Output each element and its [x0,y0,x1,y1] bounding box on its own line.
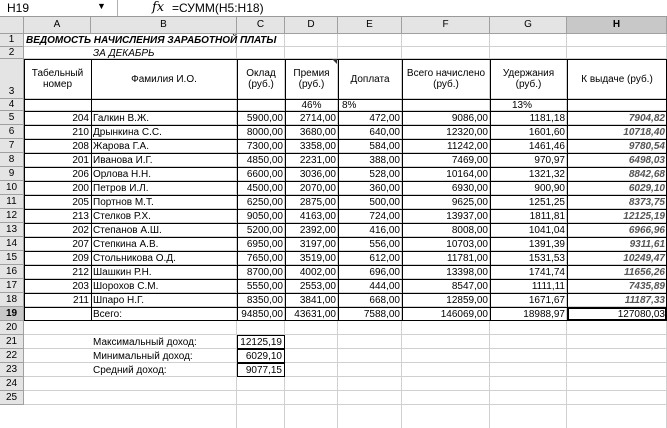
row-header-4[interactable]: 4 [0,99,24,111]
employee-payout[interactable]: 9780,54 [628,140,665,152]
employee-total[interactable]: 11242,00 [447,140,488,152]
table-border [24,265,667,266]
employee-extra[interactable]: 584,00 [369,140,400,152]
employee-bonus[interactable]: 2231,00 [299,154,336,166]
employee-extra[interactable]: 444,00 [369,280,400,292]
employee-payout[interactable]: 9311,61 [629,238,665,250]
gridline [24,390,667,391]
employee-salary[interactable]: 8350,00 [246,294,283,306]
employee-bonus[interactable]: 3680,00 [299,126,336,138]
employee-extra[interactable]: 500,00 [369,196,400,208]
column-header-h[interactable]: H [567,17,667,34]
employee-deduction[interactable]: 1811,81 [529,210,565,222]
employee-salary[interactable]: 7300,00 [246,140,283,152]
formula-input[interactable]: =СУММ(H5:H18) [172,1,264,15]
employee-salary[interactable]: 8700,00 [246,266,283,278]
employee-id[interactable]: 208 [72,140,89,152]
column-header-e[interactable]: E [338,17,402,34]
employee-salary[interactable]: 5200,00 [246,224,283,236]
table-border [24,59,667,60]
employee-deduction[interactable]: 1671,67 [528,294,565,306]
employee-name[interactable]: Степанов А.Ш. [93,224,162,236]
row-header-12[interactable]: 12 [0,209,24,223]
column-header-g[interactable]: G [490,17,567,34]
name-box[interactable] [0,0,118,16]
employee-salary[interactable]: 6250,00 [246,196,283,208]
employee-total[interactable]: 7469,00 [451,154,488,166]
employee-id[interactable]: 212 [72,266,89,278]
row-header-5[interactable]: 5 [0,111,24,125]
employee-salary[interactable]: 7650,00 [246,252,283,264]
table-border [24,99,667,100]
stat-label[interactable]: Средний доход: [93,364,167,376]
employee-id[interactable]: 209 [72,252,89,264]
employee-bonus[interactable]: 3358,00 [299,140,336,152]
employee-id[interactable]: 210 [72,126,89,138]
employee-name[interactable]: Степкина А.В. [93,238,159,250]
table-border [24,167,667,168]
row-header-19[interactable]: 19 [0,307,24,321]
row-header-15[interactable]: 15 [0,251,24,265]
row-header-7[interactable]: 7 [0,139,24,153]
employee-payout[interactable]: 7435,89 [628,280,665,292]
header-f[interactable]: Всего начислено (руб.) [406,68,486,90]
totals-salary[interactable]: 94850,00 [241,308,283,320]
totals-extra[interactable]: 7588,00 [363,308,400,320]
employee-payout[interactable]: 8373,75 [628,196,665,208]
stat-label[interactable]: Минимальный доход: [93,350,193,362]
sheet-subtitle[interactable]: ЗА ДЕКАБРЬ [93,47,155,59]
row-header-16[interactable]: 16 [0,265,24,279]
row-header-23[interactable]: 23 [0,363,24,377]
row-header-8[interactable]: 8 [0,153,24,167]
employee-extra[interactable]: 640,00 [369,126,400,138]
employee-deduction[interactable]: 970,97 [534,154,565,166]
totals-deduction[interactable]: 18988,97 [523,308,565,320]
table-border [24,111,667,112]
sheet-title[interactable]: ВЕДОМОСТЬ НАЧИСЛЕНИЯ ЗАРАБОТНОЙ ПЛАТЫ [26,35,277,46]
employee-payout[interactable]: 6029,10 [628,182,665,194]
employee-salary[interactable]: 9050,00 [246,210,283,222]
employee-deduction[interactable]: 1321,32 [528,168,565,180]
row-header-18[interactable]: 18 [0,293,24,307]
employee-extra[interactable]: 724,00 [369,210,400,222]
row-header-3[interactable]: 3 [0,59,24,99]
table-border [24,153,667,154]
employee-name[interactable]: Дрынкина С.С. [93,126,162,138]
employee-total[interactable]: 9625,00 [451,196,488,208]
table-border [24,279,667,280]
employee-bonus[interactable]: 2553,00 [299,280,336,292]
spreadsheet-grid[interactable] [0,17,667,428]
column-header-a[interactable]: A [24,17,91,34]
employee-name[interactable]: Шпаро Н.Г. [93,294,145,306]
employee-extra[interactable]: 360,00 [369,182,400,194]
employee-payout[interactable]: 6498,03 [628,154,665,166]
employee-bonus[interactable]: 2070,00 [299,182,336,194]
header-e[interactable]: Доплата [350,73,390,85]
employee-deduction[interactable]: 1741,74 [528,266,565,278]
row-header-6[interactable]: 6 [0,125,24,139]
employee-extra[interactable]: 388,00 [369,154,400,166]
employee-deduction[interactable]: 1391,39 [528,238,565,250]
column-header-c[interactable]: C [237,17,285,34]
gridline [24,404,667,405]
employee-extra[interactable]: 416,00 [369,224,400,236]
employee-name[interactable]: Орлова Н.Н. [93,168,152,180]
employee-bonus[interactable]: 4002,00 [299,266,336,278]
employee-total[interactable]: 8547,00 [451,280,488,292]
employee-name[interactable]: Шашкин Р.Н. [93,266,152,278]
comment-indicator-icon [332,59,337,64]
employee-total[interactable]: 10703,00 [446,238,488,250]
header-a[interactable]: Табельный номер [31,68,84,90]
employee-deduction[interactable]: 1601,60 [528,126,565,138]
employee-deduction[interactable]: 1251,25 [528,196,565,208]
employee-total[interactable]: 11781,00 [447,252,488,264]
employee-extra[interactable]: 472,00 [369,112,400,124]
employee-bonus[interactable]: 2875,00 [299,196,336,208]
employee-total[interactable]: 12320,00 [446,126,488,138]
chevron-down-icon[interactable]: ▼ [97,1,106,11]
employee-deduction[interactable]: 1181,18 [529,112,565,124]
employee-payout[interactable]: 10718,40 [623,126,665,138]
employee-name[interactable]: Петров И.Л. [93,182,149,194]
stat-value[interactable]: 9077,15 [237,363,285,377]
totals-label[interactable]: Всего: [93,308,122,320]
employee-salary[interactable]: 5900,00 [246,112,283,124]
table-border [24,251,667,252]
table-border [24,237,667,238]
row-header-11[interactable]: 11 [0,195,24,209]
employee-bonus[interactable]: 2714,00 [299,112,336,124]
employee-id[interactable]: 213 [72,210,89,222]
employee-name[interactable]: Стелков Р.Х. [93,210,151,222]
employee-payout[interactable]: 11656,26 [624,266,665,278]
employee-id[interactable]: 206 [72,168,89,180]
row-header-20[interactable]: 20 [0,321,24,335]
name-box-value: H19 [7,1,30,15]
row-header-13[interactable]: 13 [0,223,24,237]
employee-payout[interactable]: 6966,96 [628,224,665,236]
header-g[interactable]: Удержания (руб.) [502,68,555,90]
totals-bonus[interactable]: 43631,00 [294,308,336,320]
stat-label[interactable]: Максимальный доход: [93,336,197,348]
employee-bonus[interactable]: 3036,00 [299,168,336,180]
header-d[interactable]: Премия (руб.) [293,68,330,90]
row-header-1[interactable]: 1 [0,34,24,47]
employee-id[interactable]: 203 [72,280,89,292]
employee-id[interactable]: 200 [72,182,89,194]
percent-extra[interactable]: 8% [342,99,357,111]
row-header-21[interactable]: 21 [0,335,24,349]
stat-value[interactable]: 12125,19 [237,335,285,349]
stat-value[interactable]: 6029,10 [237,349,285,363]
employee-payout[interactable]: 11187,33 [624,294,665,306]
header-h[interactable]: К выдаче (руб.) [581,73,653,85]
employee-deduction[interactable]: 1461,46 [528,140,565,152]
employee-bonus[interactable]: 4163,00 [299,210,336,222]
employee-id[interactable]: 205 [72,196,89,208]
employee-payout[interactable]: 7904,82 [628,112,665,124]
employee-bonus[interactable]: 3841,00 [299,294,336,306]
employee-payout[interactable]: 10249,47 [623,252,665,264]
column-header-d[interactable]: D [285,17,338,34]
employee-deduction[interactable]: 1111,11 [531,280,565,292]
employee-extra[interactable]: 528,00 [369,168,400,180]
employee-total[interactable]: 12859,00 [446,294,488,306]
employee-deduction[interactable]: 1531,53 [528,252,565,264]
percent-deduction[interactable]: 13% [512,99,533,111]
column-header-f[interactable]: F [402,17,490,34]
function-icon[interactable]: fx [152,0,165,15]
table-border [24,209,667,210]
employee-total[interactable]: 8008,00 [451,224,488,236]
table-border [24,223,667,224]
table-border [24,320,667,321]
select-all-corner[interactable] [0,17,24,34]
employee-salary[interactable]: 6600,00 [246,168,283,180]
employee-total[interactable]: 10164,00 [446,168,488,180]
row-header-14[interactable]: 14 [0,237,24,251]
totals-total[interactable]: 146069,00 [440,308,488,320]
employee-extra[interactable]: 696,00 [369,266,400,278]
table-border [24,293,667,294]
row-header-25[interactable]: 25 [0,391,24,405]
formula-bar [0,0,667,17]
employee-name[interactable]: Портнов М.Т. [93,196,154,208]
employee-bonus[interactable]: 3197,00 [299,238,336,250]
employee-bonus[interactable]: 3519,00 [299,252,336,264]
employee-id[interactable]: 202 [72,224,89,236]
employee-id[interactable]: 211 [73,294,89,306]
employee-id[interactable]: 207 [72,238,89,250]
employee-salary[interactable]: 4850,00 [246,154,283,166]
employee-payout[interactable]: 8842,68 [628,168,665,180]
employee-deduction[interactable]: 1041,04 [528,224,565,236]
employee-salary[interactable]: 5550,00 [246,280,283,292]
employee-name[interactable]: Стольникова О.Д. [93,252,176,264]
row-header-22[interactable]: 22 [0,349,24,363]
employee-salary[interactable]: 6950,00 [246,238,283,250]
employee-name[interactable]: Жарова Г.А. [93,140,149,152]
employee-total[interactable]: 13398,00 [446,266,488,278]
employee-id[interactable]: 201 [72,154,89,166]
table-border [24,307,667,308]
employee-extra[interactable]: 612,00 [369,252,400,264]
employee-name[interactable]: Шорохов С.М. [93,280,159,292]
employee-extra[interactable]: 556,00 [369,238,400,250]
table-border [24,181,667,182]
employee-salary[interactable]: 8000,00 [246,126,283,138]
totals-payout[interactable]: 127080,03 [567,307,667,321]
table-border [24,195,667,196]
header-c[interactable]: Оклад (руб.) [246,68,276,90]
percent-bonus[interactable]: 46% [301,99,322,111]
row-header-2[interactable]: 2 [0,47,24,59]
row-header-10[interactable]: 10 [0,181,24,195]
employee-total[interactable]: 9086,00 [451,112,488,124]
employee-extra[interactable]: 668,00 [369,294,400,306]
row-header-9[interactable]: 9 [0,167,24,181]
employee-salary[interactable]: 4500,00 [246,182,283,194]
table-border [24,139,667,140]
header-b[interactable]: Фамилия И.О. [131,73,197,85]
employee-name[interactable]: Иванова И.Г. [93,154,153,166]
employee-name[interactable]: Галкин В.Ж. [93,112,149,124]
row-header-17[interactable]: 17 [0,279,24,293]
employee-payout[interactable]: 12125,19 [623,210,665,222]
employee-deduction[interactable]: 900,90 [534,182,565,194]
column-header-b[interactable]: B [91,17,237,34]
table-border [24,125,667,126]
employee-total[interactable]: 13937,00 [446,210,488,222]
row-header-24[interactable]: 24 [0,377,24,391]
employee-id[interactable]: 204 [72,112,89,124]
employee-total[interactable]: 6930,00 [451,182,488,194]
employee-bonus[interactable]: 2392,00 [299,224,336,236]
